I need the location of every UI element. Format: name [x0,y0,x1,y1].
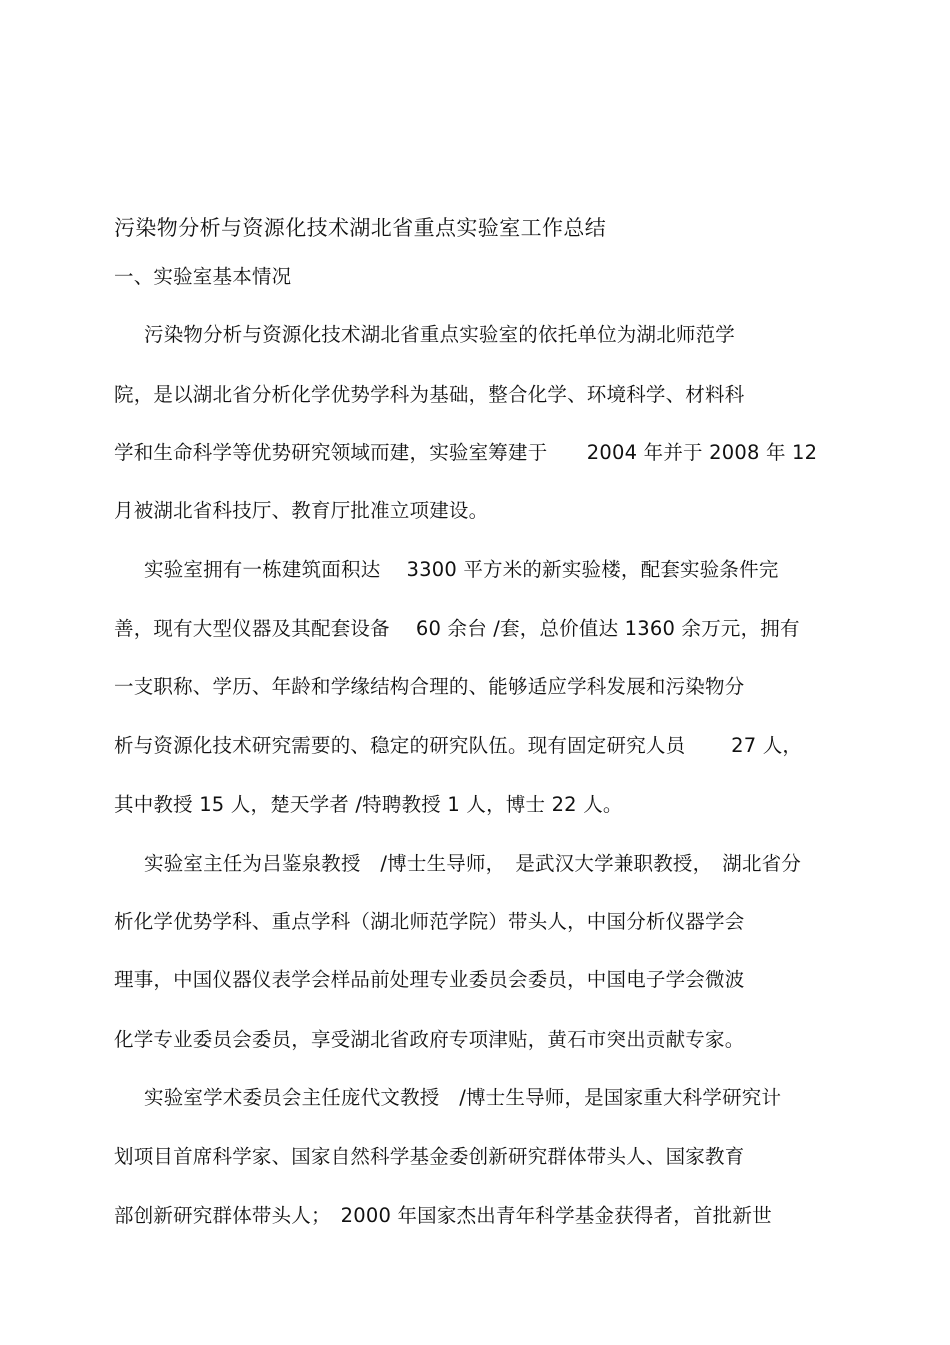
paragraph-3-line-1: 实验室主任为吕鉴泉教授 /博士生导师， 是武汉大学兼职教授， 湖北省分 [144,852,802,875]
paragraph-4-line-3: 部创新研究群体带头人； 2000 年国家杰出青年科学基金获得者，首批新世 [114,1204,772,1227]
paragraph-4-line-2: 划项目首席科学家、国家自然科学基金委创新研究群体带头人、国家教育 [114,1145,745,1168]
paragraph-3-line-4: 化学专业委员会委员，享受湖北省政府专项津贴，黄石市突出贡献专家。 [114,1028,745,1051]
paragraph-2-line-4: 析与资源化技术研究需要的、稳定的研究队伍。现有固定研究人员 27 人， [114,734,803,757]
paragraph-1-line-4: 月被湖北省科技厅、教育厅批准立项建设。 [114,499,489,522]
document-title: 污染物分析与资源化技术湖北省重点实验室工作总结 [114,216,607,240]
paragraph-2-line-5: 其中教授 15 人，楚天学者 /特聘教授 1 人，博士 22 人。 [114,793,623,816]
paragraph-2-line-3: 一支职称、学历、年龄和学缘结构合理的、能够适应学科发展和污染物分 [114,675,745,698]
paragraph-1-line-3: 学和生命科学等优势研究领域而建，实验室筹建于 2004 年并于 2008 年 12 [114,441,818,464]
section-heading: 一、实验室基本情况 [114,265,292,288]
paragraph-3-line-3: 理事，中国仪器仪表学会样品前处理专业委员会委员，中国电子学会微波 [114,968,745,991]
paragraph-2-line-2: 善，现有大型仪器及其配套设备 60 余台 /套，总价值达 1360 余万元，拥有 [114,617,800,640]
paragraph-1-line-2: 院，是以湖北省分析化学优势学科为基础，整合化学、环境科学、材料科 [114,383,745,406]
paragraph-1-line-1: 污染物分析与资源化技术湖北省重点实验室的依托单位为湖北师范学 [144,323,736,346]
paragraph-2-line-1: 实验室拥有一栋建筑面积达 3300 平方米的新实验楼，配套实验条件完 [144,558,779,581]
paragraph-3-line-2: 析化学优势学科、重点学科（湖北师范学院）带头人，中国分析仪器学会 [114,910,745,933]
paragraph-4-line-1: 实验室学术委员会主任庞代文教授 /博士生导师，是国家重大科学研究计 [144,1086,782,1109]
